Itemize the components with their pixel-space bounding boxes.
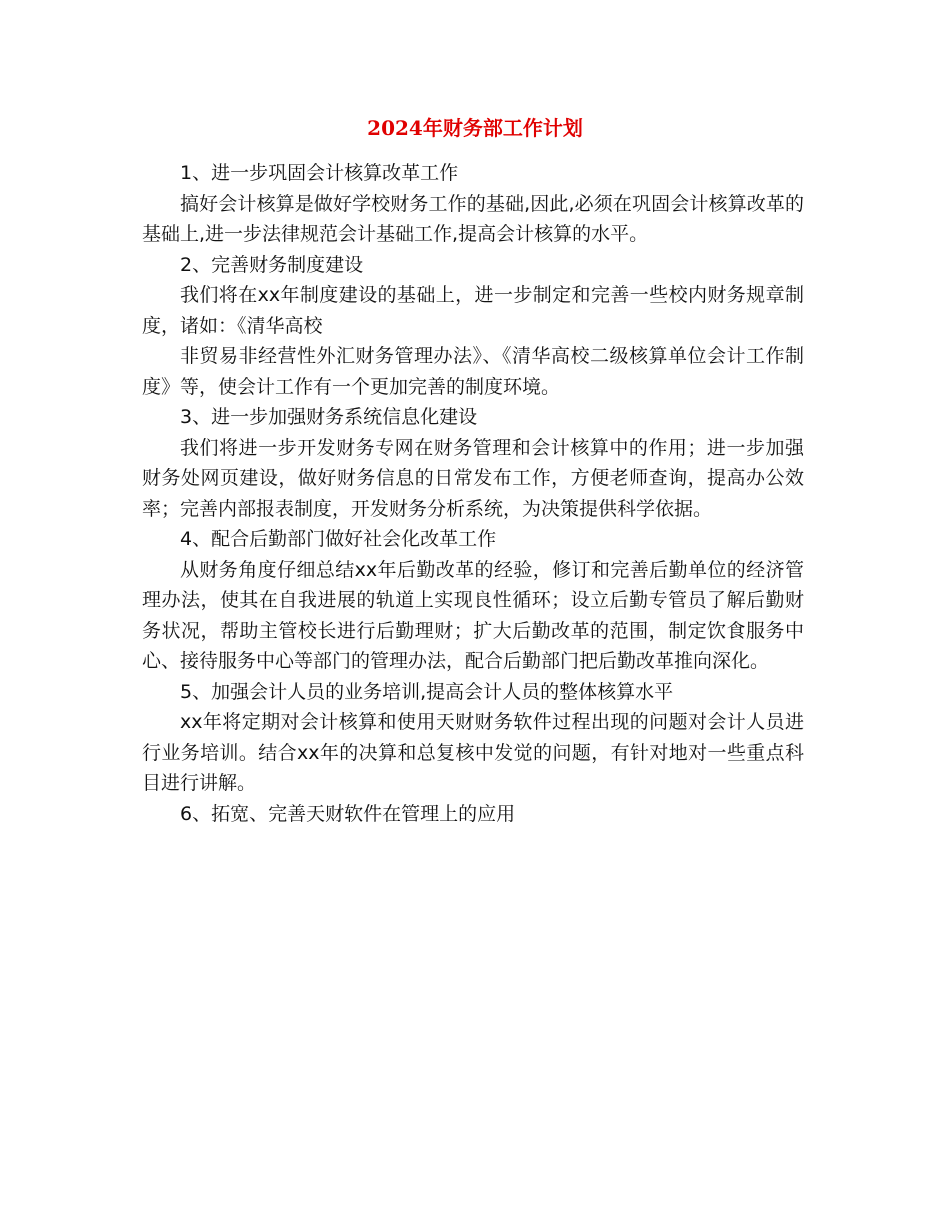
heading-3: 3、进一步加强财务系统信息化建设 bbox=[180, 406, 478, 428]
paragraph-2b: 非贸易非经营性外汇财务管理办法》、《清华高校二级核算单位会计工作制度》等，使会计工作有一个更加完善的制度环境。 bbox=[142, 345, 804, 398]
paragraph-4: 从财务角度仔细总结xx年后勤改革的经验，修订和完善后勤单位的经济管理办法，使其在自我进展的轨道上实现良性循环；设立后勤专管员了解后勤财务状况，帮助主管校长进行后勤理财；扩大后勤改革的范围，制定饮食服务中心、接待服务中心等部门的管理办法，配合后勤部门把后勤改革推向深化。 bbox=[142, 558, 804, 672]
heading-2: 2、完善财务制度建设 bbox=[180, 253, 364, 276]
heading-1: 1、进一步巩固会计核算改革工作 bbox=[180, 162, 459, 184]
document-body bbox=[142, 158, 804, 829]
paragraph-1: 搞好会计核算是做好学校财务工作的基础,因此,必须在巩固会计核算改革的基础上,进一步法律规范会计基础工作,提高会计核算的水平。 bbox=[142, 192, 804, 245]
heading-4: 4、配合后勤部门做好社会化改革工作 bbox=[180, 528, 497, 550]
paragraph-3: 我们将进一步开发财务专网在财务管理和会计核算中的作用；进一步加强财务处网页建设，做好财务信息的日常发布工作，方便老师查询，提高办公效率；完善内部报表制度，开发财务分析系统，为决策提供科学依据。 bbox=[142, 436, 804, 520]
paragraph-2a: 我们将在xx年制度建设的基础上，进一步制定和完善一些校内财务规章制度，诸如：《清华高校 bbox=[142, 284, 804, 337]
heading-5: 5、加强会计人员的业务培训,提高会计人员的整体核算水平 bbox=[180, 680, 674, 703]
document-title: 2024年财务部工作计划 bbox=[367, 116, 583, 140]
paragraph-5: xx年将定期对会计核算和使用天财财务软件过程出现的问题对会计人员进行业务培训。结合xx年的决算和总复核中发觉的问题，有针对地对一些重点科目进行讲解。 bbox=[142, 711, 804, 794]
heading-6: 6、拓宽、完善天财软件在管理上的应用 bbox=[180, 802, 516, 825]
